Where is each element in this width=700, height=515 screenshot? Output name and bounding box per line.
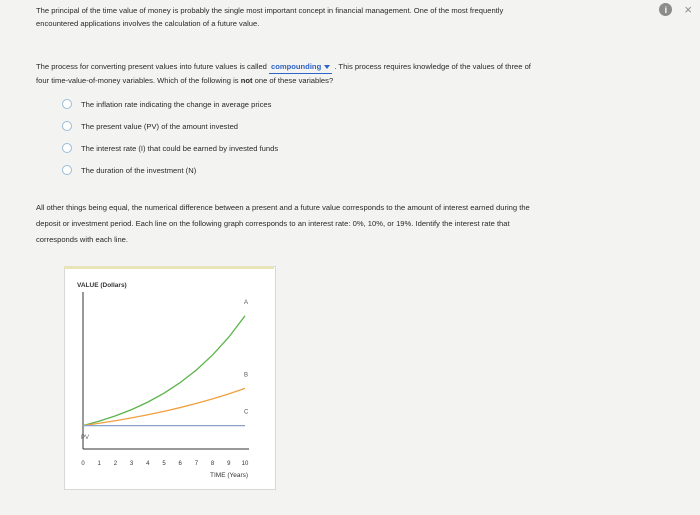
series-lines bbox=[83, 316, 245, 426]
y-axis-label: VALUE (Dollars) bbox=[77, 282, 127, 289]
question-line2-a: four time-value-of-money variables. Which of the following is bbox=[36, 76, 239, 85]
graph-intro-line-1: All other things being equal, the numerical difference between a present and a future value corresponds to the amount of interest earned during the bbox=[36, 203, 530, 212]
option-inflation[interactable] bbox=[62, 93, 278, 115]
close-icon[interactable]: × bbox=[684, 2, 692, 17]
series-label-b: B bbox=[244, 372, 249, 379]
graph-intro-line-3: corresponds with each line. bbox=[36, 235, 129, 244]
series-label-c: C bbox=[244, 409, 249, 416]
x-tick-labels bbox=[81, 461, 249, 467]
option-label: The present value (PV) of the amount invested bbox=[81, 121, 239, 131]
x-axis-label: TIME (Years) bbox=[210, 472, 249, 479]
intro-line-1: The principal of the time value of money is probably the single most important concept in financial management. One of the most frequently bbox=[36, 6, 504, 15]
radio-button[interactable] bbox=[62, 165, 72, 175]
future-value-chart bbox=[65, 267, 275, 489]
x-tick-label: 1 bbox=[97, 461, 101, 467]
x-tick-label: 3 bbox=[129, 461, 134, 467]
pv-label: PV bbox=[81, 435, 90, 441]
process-dropdown[interactable] bbox=[269, 60, 332, 74]
x-tick-label: 9 bbox=[227, 461, 231, 467]
answer-options bbox=[62, 93, 278, 181]
graph-panel bbox=[64, 266, 276, 490]
option-present-value[interactable] bbox=[62, 115, 278, 137]
info-icon[interactable]: i bbox=[659, 3, 672, 16]
x-tick-label: 2 bbox=[113, 461, 118, 467]
chevron-down-icon bbox=[324, 65, 330, 69]
x-tick-label: 10 bbox=[241, 461, 249, 467]
option-label: The interest rate (I) that could be earned by invested funds bbox=[81, 143, 279, 153]
question-text-before: The process for converting present values into future values is called bbox=[36, 62, 267, 71]
window-controls bbox=[659, 3, 692, 16]
radio-button[interactable] bbox=[62, 121, 72, 131]
intro-paragraph bbox=[36, 4, 636, 30]
question-paragraph bbox=[36, 60, 656, 87]
question-emphasis: not bbox=[240, 76, 253, 85]
x-tick-label: 0 bbox=[81, 461, 85, 467]
graph-intro-paragraph bbox=[36, 200, 636, 248]
radio-button[interactable] bbox=[62, 99, 72, 109]
series-label-a: A bbox=[244, 299, 249, 306]
option-label: The duration of the investment (N) bbox=[81, 165, 197, 175]
x-tick-label: 8 bbox=[210, 461, 215, 467]
question-text-after: . This process requires knowledge of the values of three of bbox=[334, 62, 531, 71]
graph-intro-line-2: deposit or investment period. Each line on the following graph corresponds to an interest rate: 0%, 10%, or 19%. Identify the interest rate that bbox=[36, 219, 510, 228]
dropdown-value: compounding bbox=[271, 62, 322, 71]
graph-header-bar bbox=[64, 266, 274, 269]
option-interest-rate[interactable] bbox=[62, 137, 278, 159]
intro-line-2: encountered applications involves the calculation of a future value. bbox=[36, 19, 260, 28]
x-tick-label: 4 bbox=[146, 461, 150, 467]
question-line2-b: one of these variables? bbox=[254, 76, 334, 85]
x-tick-label: 5 bbox=[162, 461, 166, 467]
radio-button[interactable] bbox=[62, 143, 72, 153]
option-label: The inflation rate indicating the change in average prices bbox=[81, 99, 272, 109]
series-line-a bbox=[83, 316, 245, 426]
x-tick-label: 7 bbox=[194, 461, 199, 467]
option-duration[interactable] bbox=[62, 159, 278, 181]
x-tick-label: 6 bbox=[178, 461, 182, 467]
